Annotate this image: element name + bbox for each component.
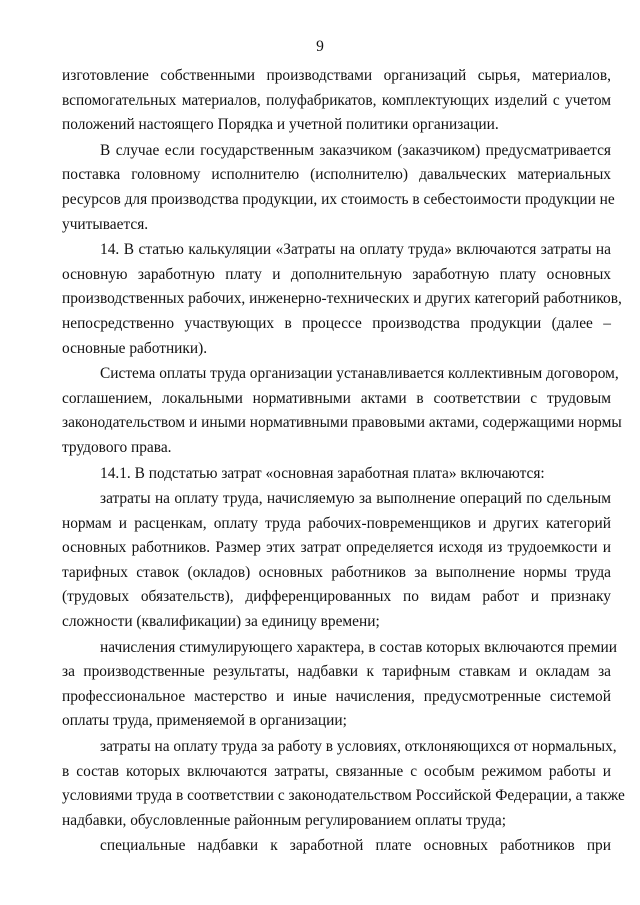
paragraph <box>62 238 622 361</box>
text-line: В случае если государственным заказчиком (заказчиком) предусматривается <box>100 141 611 159</box>
text-line: нормам и расценкам, оплату труда рабочих-повременщиков и других категорий <box>62 514 611 532</box>
text-line: 14.1. В подстатью затрат «основная заработная плата» включаются: <box>100 464 545 482</box>
paragraph <box>62 64 611 138</box>
paragraph <box>62 636 617 734</box>
text-line: вспомогательных материалов, полуфабрикатов, комплектующих изделий с учетом <box>62 91 611 109</box>
text-line: (трудовых обязательств), дифференцированных по видам работ и признаку <box>62 588 611 606</box>
text-line: профессиональное мастерство и иные начисления, предусмотренные системой <box>62 687 611 705</box>
text-line: поставка головному исполнителю (исполнителю) давальческих материальных <box>62 166 611 184</box>
text-line: в состав которых включаются затраты, связанные с особым режимом работы и <box>62 762 611 780</box>
text-line: специальные надбавки к заработной плате основных работников при <box>100 837 611 855</box>
text-line: учитывается. <box>62 215 149 233</box>
text-line: затраты на оплату труда за работу в условиях, отклоняющихся от нормальных, <box>100 738 617 756</box>
text-line: основные работники). <box>62 339 208 357</box>
paragraph <box>62 139 615 237</box>
text-line: тарифных ставок (окладов) основных работников за выполнение нормы труда <box>62 563 611 581</box>
text-line: сложности (квалификации) за единицу времени; <box>62 613 380 631</box>
document-body <box>62 64 625 859</box>
text-line: соглашением, локальными нормативными актами в соответствии с трудовым <box>62 389 611 407</box>
text-line: основных работников. Размер этих затрат определяется исходя из трудоемкости и <box>62 539 611 557</box>
text-line: трудового права. <box>62 438 172 456</box>
text-line: надбавки, обусловленные районным регулированием оплаты труда; <box>62 811 506 829</box>
text-line: ресурсов для производства продукции, их стоимость в себестоимости продукции не <box>62 190 615 208</box>
text-line: основную заработную плату и дополнительную заработную плату основных <box>62 265 611 283</box>
text-line: 14. В статью калькуляции «Затраты на оплату труда» включаются затраты на <box>100 241 611 259</box>
text-line: начисления стимулирующего характера, в состав которых включаются премии <box>100 638 617 656</box>
paragraph <box>62 834 611 859</box>
paragraph <box>62 735 625 833</box>
paragraph <box>62 462 611 487</box>
text-line: положений настоящего Порядка и учетной политики организации. <box>62 116 499 134</box>
text-line: затраты на оплату труда, начисляемую за выполнение операций по сдельным <box>100 490 611 508</box>
text-line: непосредственно участвующих в процессе производства продукции (далее – <box>62 314 611 332</box>
text-line: условиями труда в соответствии с законодательством Российской Федерации, а также <box>62 787 625 805</box>
text-line: законодательством и иными нормативными правовыми актами, содержащими нормы <box>62 414 622 432</box>
text-line: Система оплаты труда организации устанавливается коллективным договором, <box>100 365 619 383</box>
text-line: оплаты труда, применяемой в организации; <box>62 712 347 730</box>
paragraph <box>62 362 622 460</box>
text-line: производственных рабочих, инженерно-технических и других категорий работников, <box>62 290 622 308</box>
text-line: изготовление собственными производствами организаций сырья, материалов, <box>62 67 611 84</box>
page-number: 9 <box>316 38 324 55</box>
text-line: за производственные результаты, надбавки к тарифным ставкам и окладам за <box>62 663 611 681</box>
paragraph <box>62 487 611 635</box>
